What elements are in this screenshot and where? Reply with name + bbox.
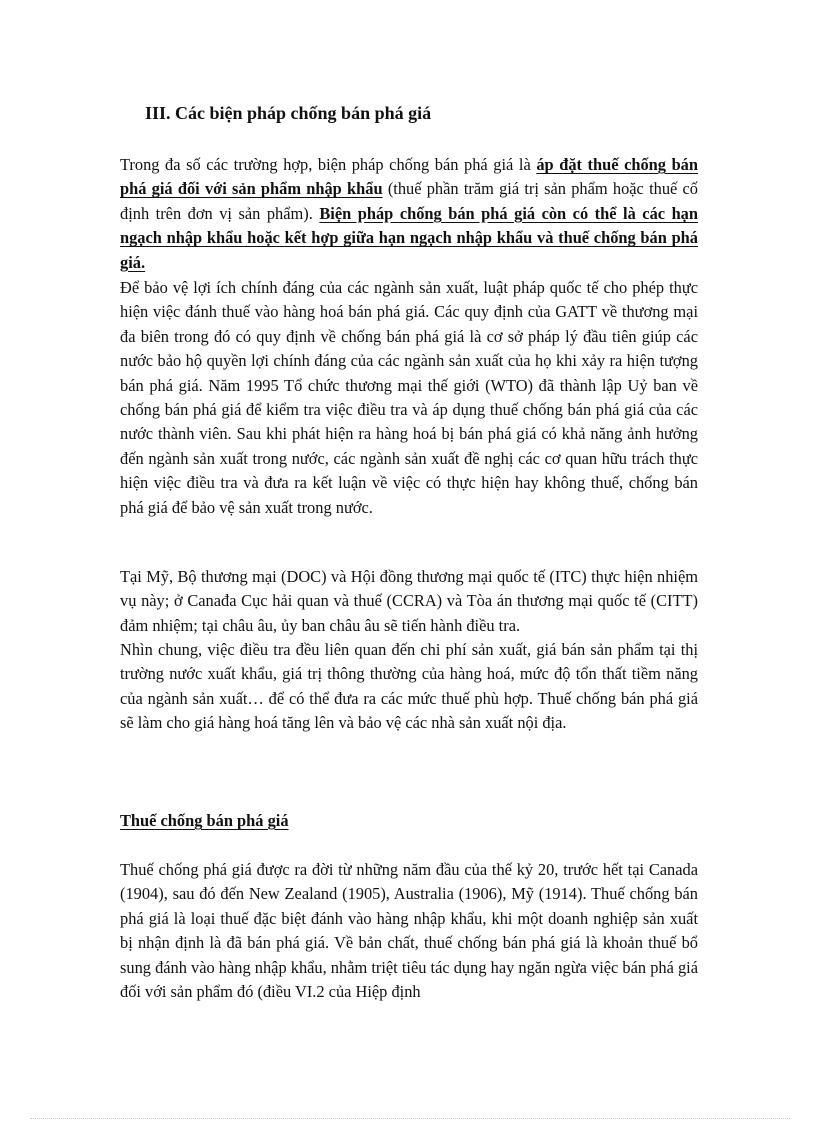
section-heading: III. Các biện pháp chống bán phá giá bbox=[145, 103, 432, 123]
emphasis-text: áp đặt thuế chống bán phá giá đối với sản phẩm nhập khẩu bbox=[120, 155, 698, 199]
paragraph-investigation: Nhìn chung, việc điều tra đều liên quan đến chi phí sản xuất, giá bán sản phẩm tại thị trường nước xuất khẩu, giá trị thông thường của hàng hoá, mức độ tổn thất tiềm năng của ngành sản xuất… để có thể đưa ra các mức thuế phù hợp. Thuế chống bán phá giá sẽ làm cho giá hàng hoá tăng lên và bảo vệ các nhà sản xuất nội địa. bbox=[120, 640, 698, 733]
paragraph-agencies: Tại Mỹ, Bộ thương mại (DOC) và Hội đồng thương mại quốc tế (ITC) thực hiện nhiệm vụ này; ở Canađa Cục hải quan và thuế (CCRA) và Tòa án thương mại quốc tế (CITT) đảm nhiệm; tại châu âu, ủy ban châu âu sẽ tiến hành điều tra. bbox=[120, 567, 698, 635]
paragraph-legal-basis: Để bảo vệ lợi ích chính đáng của các ngành sản xuất, luật pháp quốc tế cho phép thực hiện việc đánh thuế vào hàng hoá bán phá giá. Các quy định của GATT về thương mại đa biên trong đó có quy định về chống bán phá giá là cơ sở pháp lý đầu tiên giúp các nước bảo hộ quyền lợi chính đáng của các ngành sản xuất của họ khi xảy ra hiện tượng bán phá giá. Năm 1995 Tổ chức thương mại thế giới (WTO) đã thành lập Uỷ ban về chống bán phá giá để kiểm tra việc điều tra và áp dụng thuế chống bán phá giá của các nước thành viên. Sau khi phát hiện ra hàng hoá bị bán phá giá có khả năng ảnh hưởng đến ngành sản xuất trong nước, các ngành sản xuất đề nghị các cơ quan hữu trách thực hiện việc điều tra và đưa ra kết luận về việc có thực hiện hay không thuế, chống bán phá giá để bảo vệ sản xuất trong nước. bbox=[120, 278, 698, 517]
paragraph-text: Trong đa số các trường hợp, biện pháp chống bán phá giá là bbox=[120, 155, 537, 174]
paragraph-text: (thuế phần trăm giá trị sản phẩm hoặc thuế cố định trên đơn vị sản phẩm). bbox=[120, 179, 698, 223]
page-bottom-divider bbox=[30, 1118, 790, 1119]
paragraph-history: Thuế chống phá giá được ra đời từ những năm đầu của thế kỷ 20, trước hết tại Canada (1904), sau đó đến New Zealand (1905), Australia (1906), Mỹ (1914). Thuế chống bán phá giá là loại thuế đặc biệt đánh vào hàng nhập khẩu, khi một doanh nghiệp sản xuất bị nhận định là đã bán phá giá. Về bản chất, thuế chống bán phá giá là khoản thuế bổ sung đánh vào hàng nhập khẩu, nhằm triệt tiêu tác dụng hay ngăn ngừa việc bán phá giá đối với sản phẩm đó (điều VI.2 của Hiệp định bbox=[120, 860, 698, 1002]
paragraph-measures bbox=[120, 153, 698, 275]
emphasis-text: Biện pháp chống bán phá giá còn có thể là các hạn ngạch nhập khẩu hoặc kết hợp giữa hạn ngạch nhập khẩu và thuế chống bán phá giá. bbox=[120, 203, 698, 272]
subheading: Thuế chống bán phá giá bbox=[120, 811, 289, 830]
